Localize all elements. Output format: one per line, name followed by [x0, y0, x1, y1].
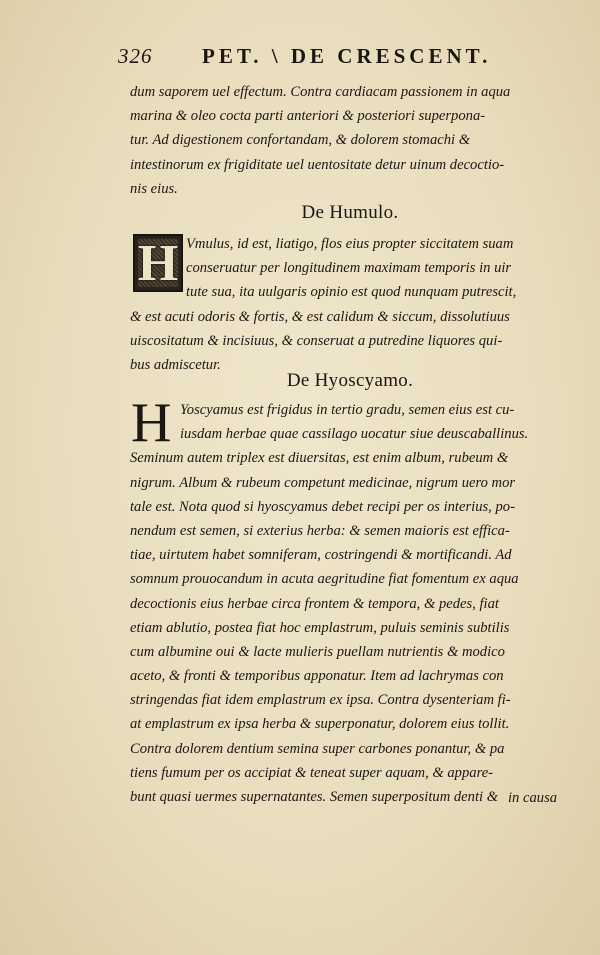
text-line: tiae, uirtutem habet somniferam, costringendi & mortificandi. Ad — [130, 547, 512, 564]
text-line: Yoscyamus est frigidus in tertio gradu, semen eius est cu- — [180, 402, 515, 418]
initial-letter: H — [137, 235, 179, 292]
text-line: decoctionis eius herbae circa frontem & tempora, & pedes, fiat — [130, 595, 499, 612]
text-line: aceto, & fronti & temporibus apponatur. Item ad lachrymas con — [130, 668, 504, 685]
text-line: conseruatur per longitudinem maximam temporis in uir — [186, 260, 512, 277]
text-line: tiens fumum per os accipiat & teneat super aquam, & appare- — [130, 764, 494, 781]
text-line: nigrum. Album & rubeum competunt medicinae, nigrum uero mor — [130, 474, 516, 491]
text-line: tute sua, ita uulgaris opinio est quod nunquam putrescit, — [186, 284, 517, 301]
initial-letter-h: H — [131, 392, 172, 454]
text-line: intestinorum ex frigiditate uel uentositate detur uinum decoctio- — [130, 156, 505, 173]
folio-number: 326 — [118, 44, 153, 68]
text-line: cum albumine oui & lacte mulieris puellam nutrientis & modico — [130, 643, 505, 660]
text-line: Vmulus, id est, liatigo, flos eius propter siccitatem suam — [186, 236, 514, 252]
humulo-paragraph — [130, 232, 570, 377]
text-line: tur. Ad digestionem confortandam, & dolorem stomachi & — [130, 132, 471, 149]
text-line: Contra dolorem dentium semina super carbones ponantur, & pa — [130, 740, 505, 757]
text-line: iusdam herbae quae cassilago uocatur siue deuscaballinus. — [180, 426, 529, 443]
section-heading-humulo: De Humulo. — [301, 202, 399, 223]
text-line: marina & oleo cocta parti anteriori & posteriori superpona- — [130, 108, 486, 125]
text-line: nendum est semen, si exterius herba: & semen maioris est effica- — [130, 522, 510, 539]
text-line: etiam ablutio, postea fiat hoc emplastrum, puluis seminis subtilis — [130, 619, 510, 636]
text-line: nis eius. — [130, 180, 178, 197]
catchword: in causa — [508, 790, 558, 806]
text-line: & est acuti odoris & fortis, & est calidum & siccum, dissolutiuus — [130, 308, 510, 325]
text-line: Seminum autem triplex est diuersitas, est enim album, rubeum & — [130, 450, 509, 467]
section-heading-hyoscyamo: De Hyoscyamo. — [286, 370, 414, 391]
text-line: somnum prouocandum in acuta aegritudine fiat fomentum ex aqua — [130, 571, 519, 588]
text-line: uiscositatum & incisiuus, & conseruat a putredine liquores qui- — [130, 332, 503, 349]
text-line: bunt quasi uermes supernatantes. Semen superpositum denti & — [130, 789, 499, 805]
text-line: tale est. Nota quod si hyoscyamus debet recipi per os interius, po- — [130, 498, 515, 515]
page-header — [118, 44, 558, 74]
text-line: at emplastrum ex ipsa herba & superponatur, dolorem eius tollit. — [130, 716, 510, 733]
text-line: dum saporem uel effectum. Contra cardiacam passionem in aqua — [130, 84, 511, 100]
top-paragraph — [130, 80, 570, 201]
text-line: bus admiscetur. — [130, 356, 221, 373]
running-title: PET. \ DE CRESCENT. — [202, 44, 492, 68]
hyoscyamo-paragraph — [130, 392, 570, 809]
text-line: stringendas fiat idem emplastrum ex ipsa. Contra dysenteriam fi- — [130, 692, 511, 709]
